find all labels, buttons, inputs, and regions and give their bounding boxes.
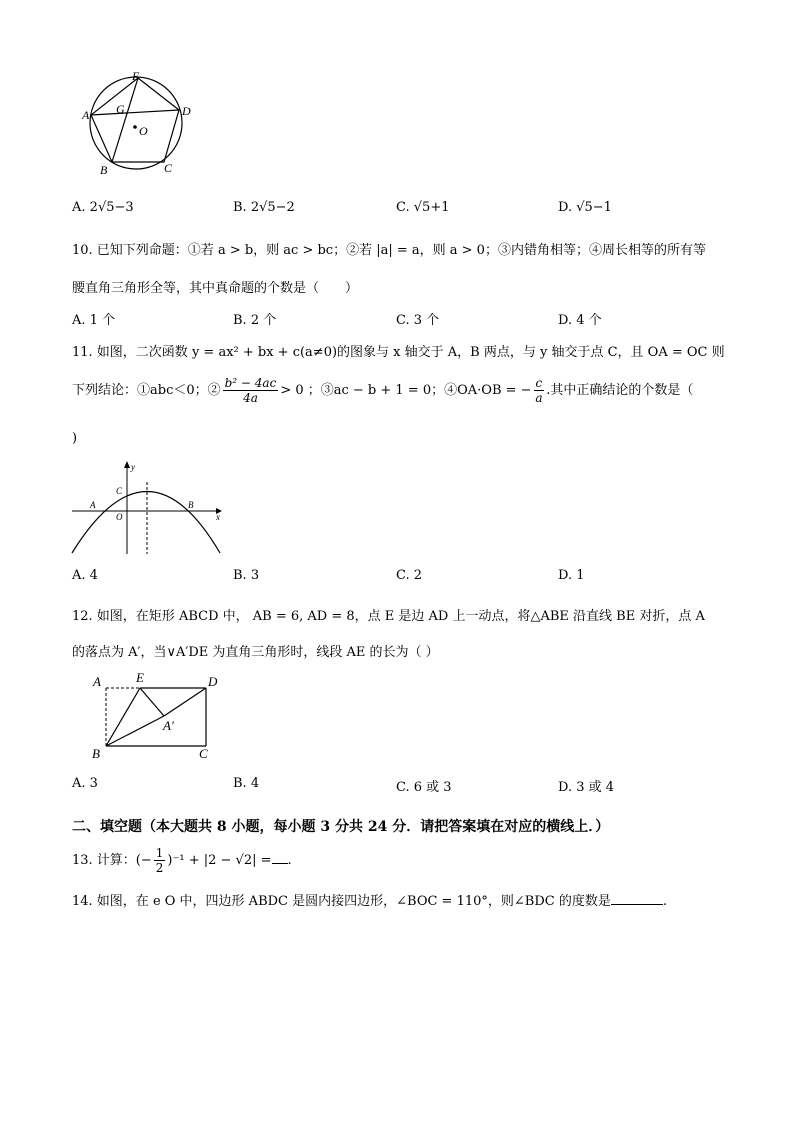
q12-rectangle-figure — [88, 668, 228, 764]
label-G: G — [116, 102, 125, 116]
q9-option-d: D. √5−1 — [558, 200, 612, 215]
label-D: D — [182, 104, 191, 118]
graph-label-B: B — [188, 500, 194, 510]
q9-circle-figure — [78, 68, 208, 180]
graph-label-A: A — [90, 500, 96, 510]
q11-frac-c-over-a: $\frac{c}{a}$ — [535, 376, 543, 405]
rect-label-A-prime: A′ — [163, 718, 174, 733]
graph-label-y: y — [131, 462, 135, 472]
q12-option-c: C. 6 或 3 — [396, 780, 452, 795]
q14-line: 14. 如图，在 e O 中，四边形 ABDC 是圆内接四边形，∠BOC = 110°，则∠BDC 的度数是 . — [72, 894, 667, 909]
rect-label-D: D — [208, 674, 218, 689]
pentagon — [91, 78, 179, 162]
rect-label-B: B — [92, 746, 100, 761]
q10-option-d: D. 4 个 — [558, 313, 602, 328]
q11-line1: 11. 如图，二次函数 y = ax² + bx + c(a≠0)的图象与 x 轴交于 A，B 两点，与 y 轴交于点 C，且 OA = OC 则 — [72, 345, 725, 360]
segment-ad — [91, 110, 179, 115]
q10-option-a: A. 1 个 — [72, 313, 116, 328]
q13-frac-one-half: $\frac{1}{2}$ — [155, 846, 164, 875]
q11-option-a: A. 4 — [72, 568, 98, 583]
q11-line3: ) — [72, 431, 78, 446]
q11-option-d: D. 1 — [558, 568, 585, 583]
q9-option-c: C. √5+1 — [396, 200, 450, 215]
q14-answer-blank[interactable] — [611, 892, 663, 905]
q10-line1: 10. 已知下列命题：①若 a > b，则 ac > bc；②若 |a| = a，则 a > 0；③内错角相等；④周长相等的所有等 — [72, 243, 706, 258]
label-E: E — [132, 69, 140, 83]
q10-option-b: B. 2 个 — [233, 313, 277, 328]
segment-be — [112, 78, 138, 162]
rect-label-C: C — [199, 746, 208, 761]
center-dot — [133, 125, 137, 129]
q12-option-a: A. 3 — [72, 776, 98, 791]
graph-label-O: O — [116, 512, 123, 522]
q13-line: 13. 计算：(− $\frac{1}{2}$ )⁻¹ + |2 − √2| = . — [72, 846, 292, 875]
circle-o — [90, 77, 182, 169]
label-O: O — [139, 124, 148, 138]
segment-a-prime-d — [164, 688, 206, 716]
q12-line2: 的落点为 A′，当∨A′DE 为直角三角形时，线段 AE 的长为（ ） — [72, 645, 439, 660]
q12-option-b: B. 4 — [233, 776, 260, 791]
q10-line2: 腰直角三角形全等，其中真命题的个数是（ ） — [72, 281, 359, 296]
q12-line1: 12. 如图，在矩形 ABCD 中， AB = 6, AD = 8，点 E 是边 AD 上一动点，将△ABE 沿直线 BE 对折，点 A — [72, 609, 705, 624]
label-A: A — [82, 108, 90, 122]
q11-line2: 下列结论：①abc＜0；② $\frac{\text{b² − 4ac}}{4a}$ > 0 ；③ac − b + 1 = 0；④OA·OB = − $\frac{c}{a}$ .其中正确结论的个数是（ — [72, 376, 694, 405]
graph-label-x: x — [216, 512, 220, 522]
q9-option-a: A. 2√5−3 — [72, 200, 134, 215]
q9-option-b: B. 2√5−2 — [233, 200, 295, 215]
q11-frac-discriminant: $\frac{\text{b² − 4ac}}{4a}$ — [224, 376, 277, 405]
rect-label-E: E — [136, 670, 144, 685]
section2-heading: 二、填空题（本大题共 8 小题，每小题 3 分共 24 分．请把答案填在对应的横线上．） — [72, 819, 610, 835]
q10-option-c: C. 3 个 — [396, 313, 440, 328]
rect-label-A: A — [93, 674, 101, 689]
segment-ea-prime — [140, 688, 164, 716]
q11-option-b: B. 3 — [233, 568, 260, 583]
q13-answer-blank[interactable] — [272, 853, 288, 864]
label-C: C — [164, 161, 173, 175]
graph-label-C: C — [116, 486, 123, 496]
label-B: B — [100, 163, 108, 177]
q12-option-d: D. 3 或 4 — [558, 780, 615, 795]
q11-parabola-graph — [70, 458, 230, 558]
q11-option-c: C. 2 — [396, 568, 423, 583]
